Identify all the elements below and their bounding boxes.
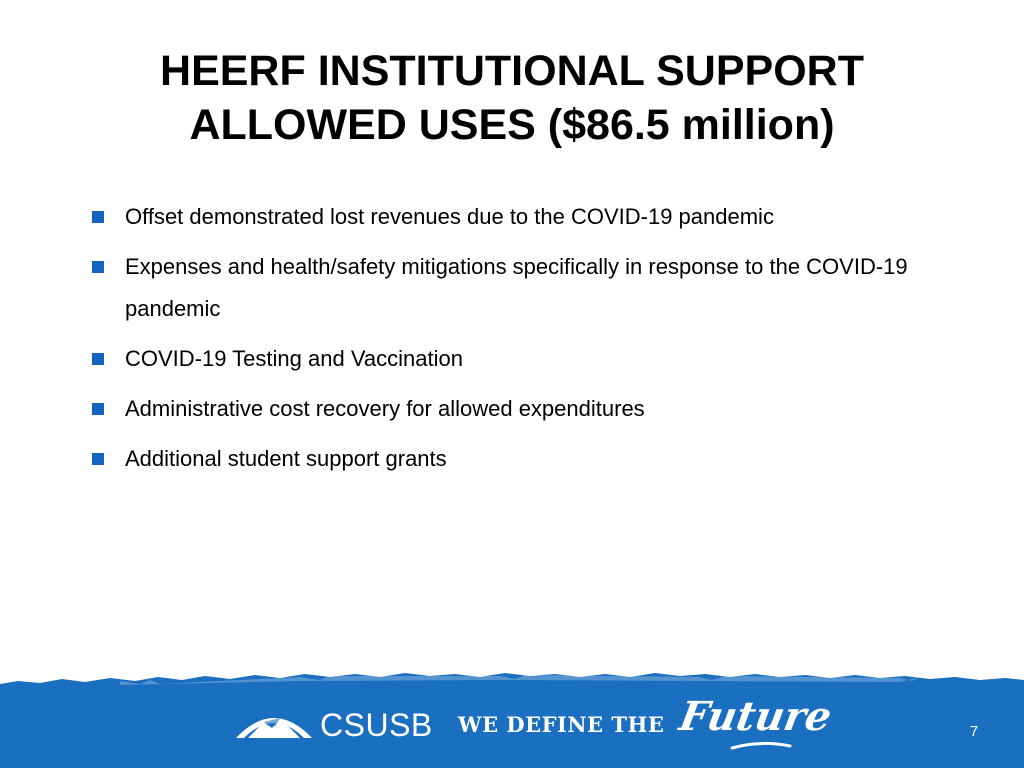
footer-band [0,668,1024,768]
bullet-text: Administrative cost recovery for allowed expenditures [125,396,645,421]
bullet-item [92,196,952,238]
bullet-text: Additional student support grants [125,446,447,471]
square-bullet-icon [92,353,104,365]
page-number: 7 [969,723,979,740]
bullet-item [92,438,952,480]
brand-name: CSUSB [320,707,433,743]
title-line-1: HEERF INSTITUTIONAL SUPPORT [160,47,864,95]
tagline: WE DEFINE THE [458,712,665,737]
script-underline-icon [730,740,792,752]
bullet-item [92,338,952,380]
footer-content [0,668,1024,768]
square-bullet-icon [92,403,104,415]
square-bullet-icon [92,453,104,465]
mountain-logo-icon [234,704,314,740]
bullet-item [92,388,952,430]
bullet-text: Offset demonstrated lost revenues due to the COVID-19 pandemic [125,204,774,229]
bullet-text: Expenses and health/safety mitigations specifically in response to the COVID-19 pandemic [125,254,908,321]
square-bullet-icon [92,261,104,273]
square-bullet-icon [92,211,104,223]
tagline-script: Future [675,693,836,740]
bullet-item [92,246,952,330]
title-line-2: ALLOWED USES ($86.5 million) [189,101,835,149]
bullet-text: COVID-19 Testing and Vaccination [125,346,463,371]
bullet-list [92,196,952,488]
slide-title [0,44,1024,152]
